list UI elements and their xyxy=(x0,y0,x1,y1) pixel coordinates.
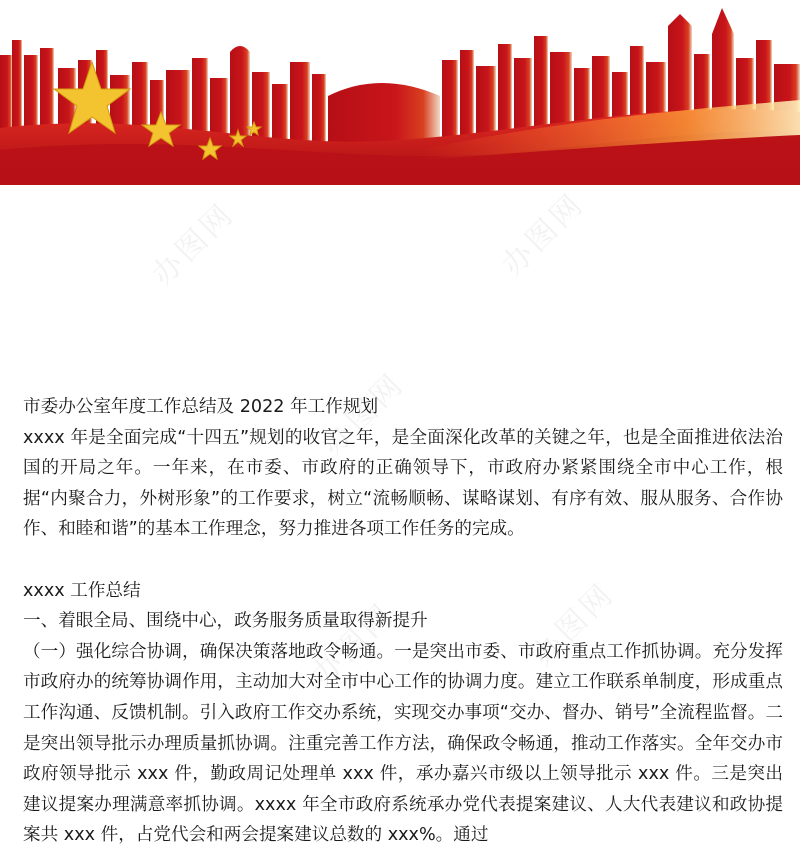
section-heading: xxxx 工作总结 xyxy=(23,580,141,601)
intro-paragraph: xxxx 年是全面完成“十四五”规划的收官之年，是全面深化改革的关键之年，也是全面推进依法治国的开局之年。一年来，在市委、市政府的正确领导下，市政府办紧紧围绕全市中心工作，根据“内聚合力，外树形象”的工作要求，树立“流畅顺畅、谋略谋划、有序有效、服从服务、合作协作、和睦和谐”的基本工作理念，努力推进各项工作任务的完成。 xyxy=(23,427,783,540)
paragraph-spacer xyxy=(23,545,783,576)
watermark: 办图网 xyxy=(495,186,592,283)
document-title: 市委办公室年度工作总结及 2022 年工作规划 xyxy=(23,397,379,417)
watermark: 办图网 xyxy=(315,366,412,463)
watermark: 办图网 xyxy=(525,576,622,673)
document-body xyxy=(23,392,783,851)
body-paragraph: （一）强化综合协调，确保决策落地政令畅通。一是突出市委、市政府重点工作抓协调。充分发挥市政府办的统筹协调作用，主动加大对全市中心工作的协调力度。建立工作联系单制度，形成重点工作沟通、反馈机制。引入政府工作交办系统，实现交办事项“交办、督办、销号”全流程监督。二是突出领导批示办理质量抓协调。注重完善工作方法，确保政令畅通，推动工作落实。全年交办市政府领导批示 xxx 件，勤政周记处理单 xxx 件，承办嘉兴市级以上领导批示 xxx 件。三是突出建议提案办理满意率抓协调。xxxx 年全市政府系统承办党代表提案建议、人大代表建议和政协提案共 xxx 件，占党代会和两会提案建议总数的 xxx%。通过 xyxy=(23,641,783,846)
subsection-heading: 一、着眼全局、围绕中心，政务服务质量取得新提升 xyxy=(23,611,428,632)
watermark: 办图网 xyxy=(305,596,402,693)
city-skyline-banner xyxy=(0,0,800,185)
header-banner xyxy=(0,0,800,185)
watermark: 办图网 xyxy=(145,196,242,293)
